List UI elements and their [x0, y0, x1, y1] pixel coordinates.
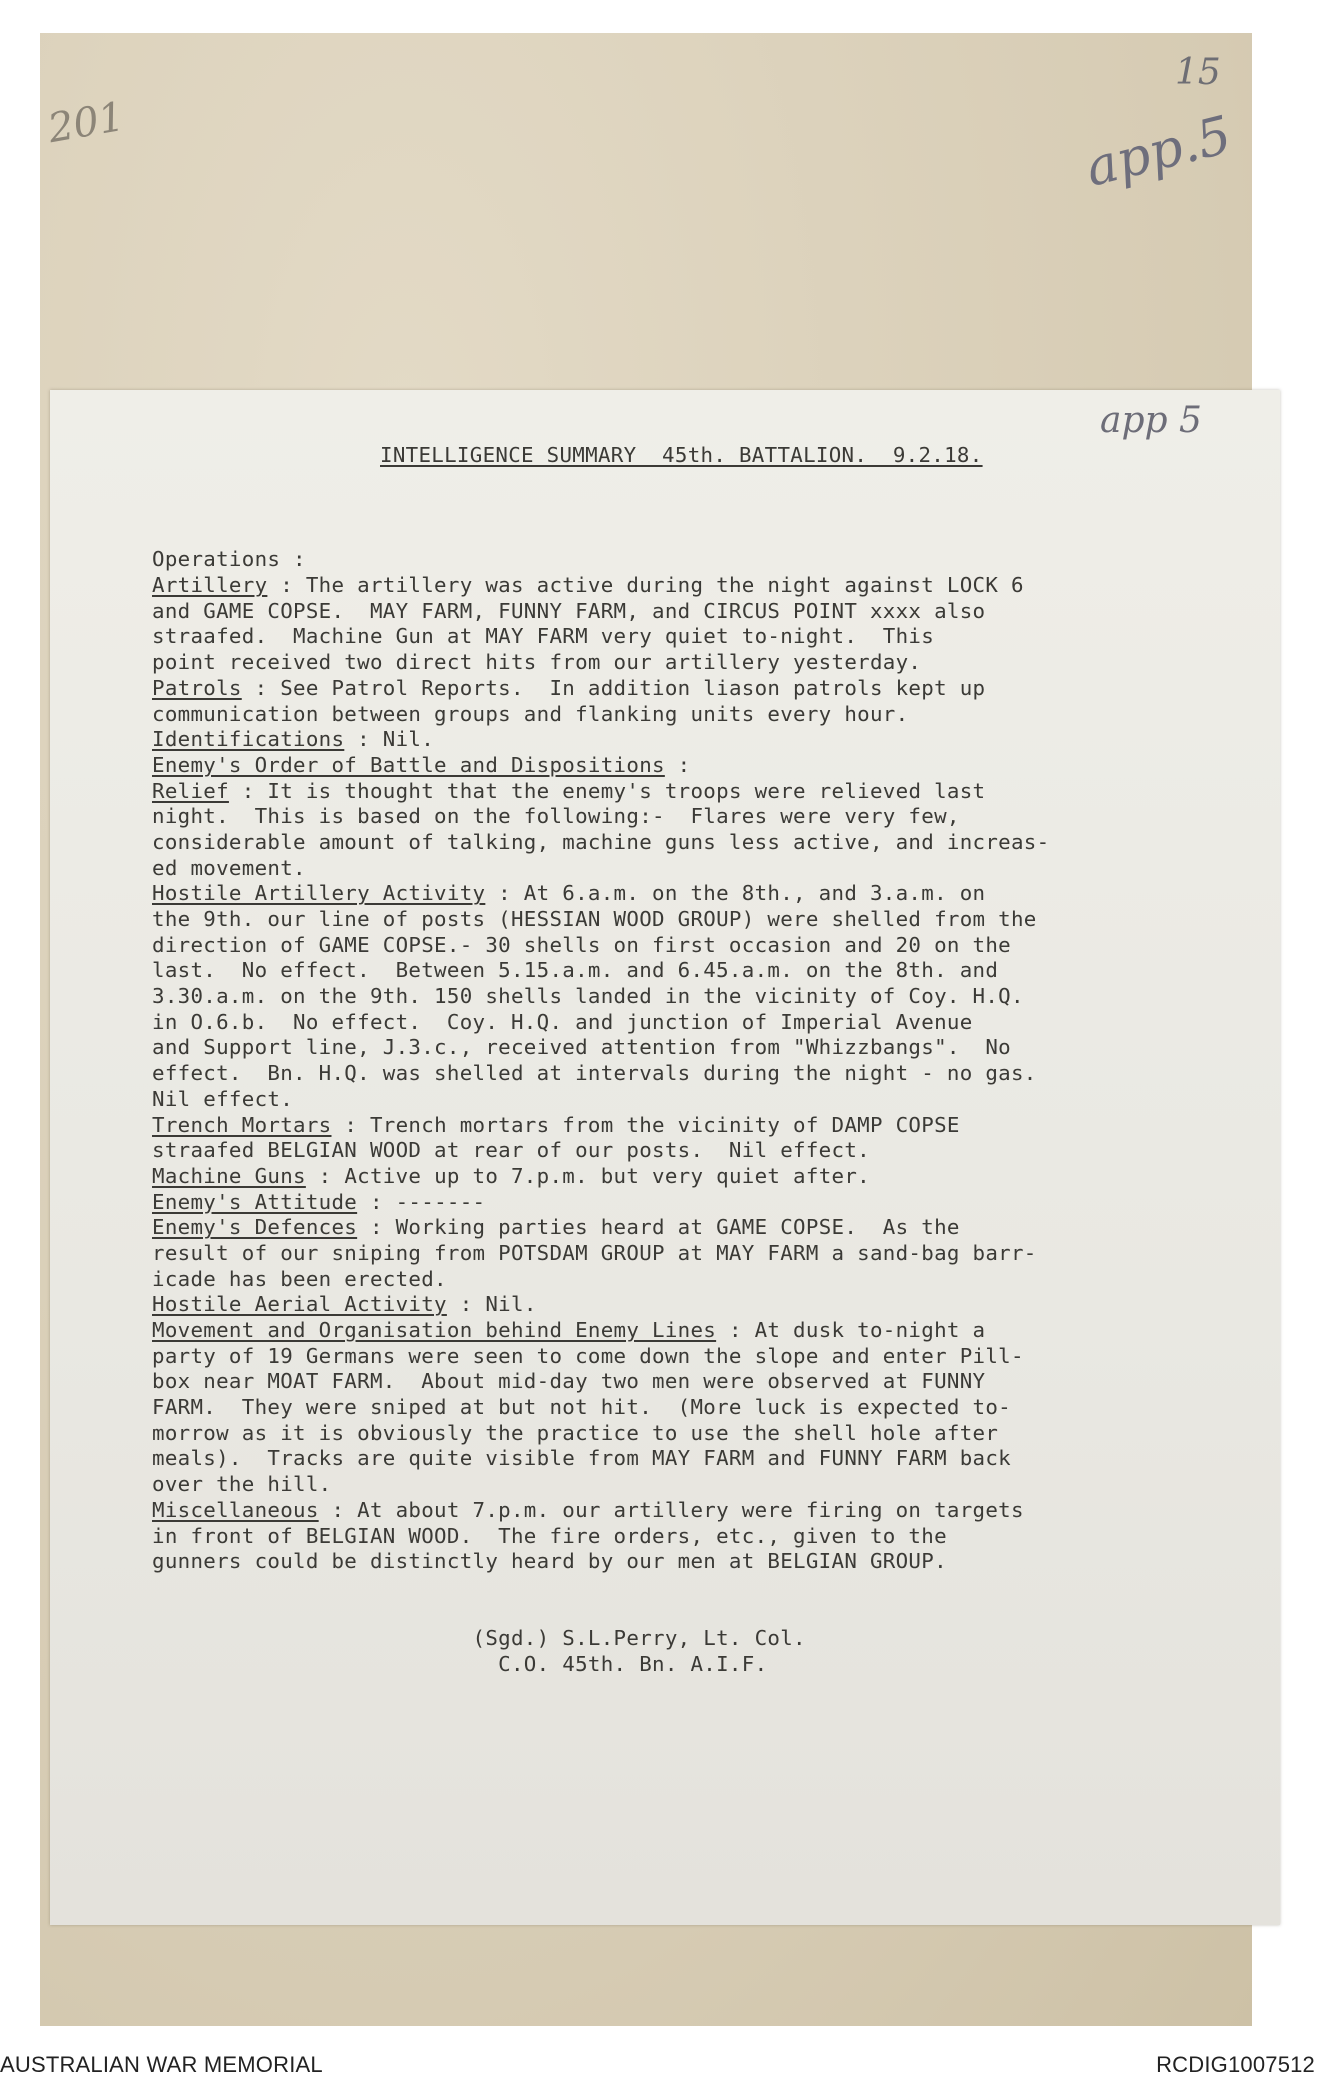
body-text: and GAME COPSE. MAY FARM, FUNNY FARM, and CIRCUS POINT xxxx also — [152, 598, 986, 623]
section-heading: Patrols — [152, 675, 242, 700]
section-heading: Machine Guns — [152, 1163, 306, 1188]
body-text: party of 19 Germans were seen to come down the slope and enter Pill- — [152, 1343, 1024, 1368]
body-line — [152, 1087, 1232, 1113]
body-text: effect. Bn. H.Q. was shelled at intervals during the night - no gas. — [152, 1061, 1037, 1086]
body-line — [152, 1164, 1232, 1190]
body-text: : At 6.a.m. on the 8th., and 3.a.m. on — [485, 881, 986, 906]
body-line — [152, 933, 1232, 959]
body-line — [152, 1318, 1232, 1344]
body-line — [152, 1498, 1232, 1524]
handwritten-appendix-label: app 5 — [1100, 400, 1202, 441]
section-heading: Enemy's Attitude — [152, 1189, 358, 1214]
body-line — [152, 1113, 1232, 1139]
body-line — [152, 1524, 1232, 1550]
body-line — [152, 547, 1232, 573]
body-line — [152, 804, 1232, 830]
body-text: FARM. They were sniped at but not hit. (More luck is expected to- — [152, 1395, 1011, 1420]
body-text: : ------- — [357, 1189, 486, 1214]
body-text: in front of BELGIAN WOOD. The fire orders, etc., given to the — [152, 1523, 947, 1548]
body-line — [152, 624, 1232, 650]
section-heading: Enemy's Order of Battle and Dispositions — [152, 752, 665, 777]
section-heading: Trench Mortars — [152, 1112, 332, 1137]
body-lines — [152, 547, 1232, 1575]
section-heading: Hostile Artillery Activity — [152, 881, 486, 906]
body-text: straafed. Machine Gun at MAY FARM very quiet to-night. This — [152, 624, 935, 649]
body-text: : At about 7.p.m. our artillery were firing on targets — [318, 1497, 1024, 1522]
body-line — [152, 1267, 1232, 1293]
body-text: : At dusk to-night a — [716, 1318, 986, 1343]
section-heading: Operations : — [152, 547, 306, 572]
handwritten-page-number: 15 — [1175, 52, 1221, 93]
section-heading: Hostile Aerial Activity — [152, 1292, 447, 1317]
signature-line: C.O. 45th. Bn. A.I.F. — [152, 1652, 768, 1676]
body-text: over the hill. — [152, 1472, 332, 1497]
body-text: : Nil. — [446, 1292, 537, 1317]
body-line — [152, 984, 1232, 1010]
body-text: gunners could be distinctly heard by our men at BELGIAN GROUP. — [152, 1549, 947, 1574]
body-line — [152, 1472, 1232, 1498]
body-line — [152, 1446, 1232, 1472]
signature-line: (Sgd.) S.L.Perry, Lt. Col. — [152, 1626, 806, 1651]
body-line — [152, 650, 1232, 676]
body-line — [152, 573, 1232, 599]
body-text: : See Patrol Reports. In addition liason patrols kept up — [241, 675, 986, 700]
section-heading: Identifications — [152, 727, 345, 752]
body-line — [152, 907, 1232, 933]
body-line — [152, 1292, 1232, 1318]
body-line — [152, 1241, 1232, 1267]
body-line — [152, 753, 1232, 779]
body-text: and Support line, J.3.c., received attention from "Whizzbangs". No — [152, 1035, 1011, 1060]
body-text: : Active up to 7.p.m. but very quiet after. — [305, 1163, 870, 1188]
body-text: meals). Tracks are quite visible from MAY FARM and FUNNY FARM back — [152, 1446, 1011, 1471]
footer-source: AUSTRALIAN WAR MEMORIAL — [0, 2052, 323, 2077]
body-line — [152, 779, 1232, 805]
body-text: Nil effect. — [152, 1086, 294, 1111]
body-line — [152, 958, 1232, 984]
body-line — [152, 1215, 1232, 1241]
body-line — [152, 1035, 1232, 1061]
body-line — [152, 881, 1232, 907]
body-line — [152, 1421, 1232, 1447]
body-line — [152, 1395, 1232, 1421]
handwritten-appendix-note: app.5 — [1079, 105, 1238, 199]
body-line — [152, 830, 1232, 856]
body-text: : Trench mortars from the vicinity of DAMP COPSE — [331, 1112, 960, 1137]
body-text: 3.30.a.m. on the 9th. 150 shells landed in the vicinity of Coy. H.Q. — [152, 984, 1024, 1009]
body-text: ed movement. — [152, 855, 306, 880]
section-heading: Movement and Organisation behind Enemy Lines — [152, 1318, 717, 1343]
body-text: direction of GAME COPSE.- 30 shells on first occasion and 20 on the — [152, 932, 1011, 957]
body-text: point received two direct hits from our artillery yesterday. — [152, 650, 922, 675]
body-line — [152, 1138, 1232, 1164]
body-text: last. No effect. Between 5.15.a.m. and 6.45.a.m. on the 8th. and — [152, 958, 999, 983]
body-text: the 9th. our line of posts (HESSIAN WOOD GROUP) were shelled from the — [152, 907, 1037, 932]
body-line — [152, 1549, 1232, 1575]
body-line — [152, 1369, 1232, 1395]
document-title: INTELLIGENCE SUMMARY 45th. BATTALION. 9.2.18. — [380, 443, 983, 467]
body-text: morrow as it is obviously the practice to use the shell hole after — [152, 1420, 999, 1445]
section-heading: Relief — [152, 778, 229, 803]
body-text: : — [664, 752, 691, 777]
body-text: night. This is based on the following:- Flares were very few, — [152, 804, 960, 829]
body-text: : It is thought that the enemy's troops were relieved last — [228, 778, 986, 803]
body-text: : The artillery was active during the night against LOCK 6 — [267, 573, 1024, 598]
body-text: straafed BELGIAN WOOD at rear of our posts. Nil effect. — [152, 1138, 870, 1163]
body-line — [152, 599, 1232, 625]
body-line — [152, 1190, 1232, 1216]
body-line — [152, 856, 1232, 882]
body-text: communication between groups and flanking units every hour. — [152, 701, 909, 726]
body-line — [152, 1061, 1232, 1087]
body-line — [152, 1010, 1232, 1036]
body-text: box near MOAT FARM. About mid-day two men were observed at FUNNY — [152, 1369, 986, 1394]
section-heading: Miscellaneous — [152, 1497, 319, 1522]
section-heading: Enemy's Defences — [152, 1215, 358, 1240]
body-line — [152, 1344, 1232, 1370]
body-text: icade has been erected. — [152, 1266, 447, 1291]
footer-record-id: RCDIG1007512 — [1156, 2052, 1315, 2077]
handwritten-folio-number: 201 — [44, 93, 128, 153]
body-line — [152, 727, 1232, 753]
body-text: considerable amount of talking, machine guns less active, and increas- — [152, 829, 1050, 854]
body-text: : Working parties heard at GAME COPSE. As the — [357, 1215, 960, 1240]
body-text: in O.6.b. No effect. Coy. H.Q. and junction of Imperial Avenue — [152, 1009, 973, 1034]
document-body — [152, 496, 1232, 1703]
body-line — [152, 676, 1232, 702]
body-text: : Nil. — [344, 727, 435, 752]
signature-block — [152, 1626, 1232, 1677]
body-line — [152, 702, 1232, 728]
body-text: result of our sniping from POTSDAM GROUP at MAY FARM a sand-bag barr- — [152, 1240, 1037, 1265]
section-heading: Artillery — [152, 573, 268, 598]
